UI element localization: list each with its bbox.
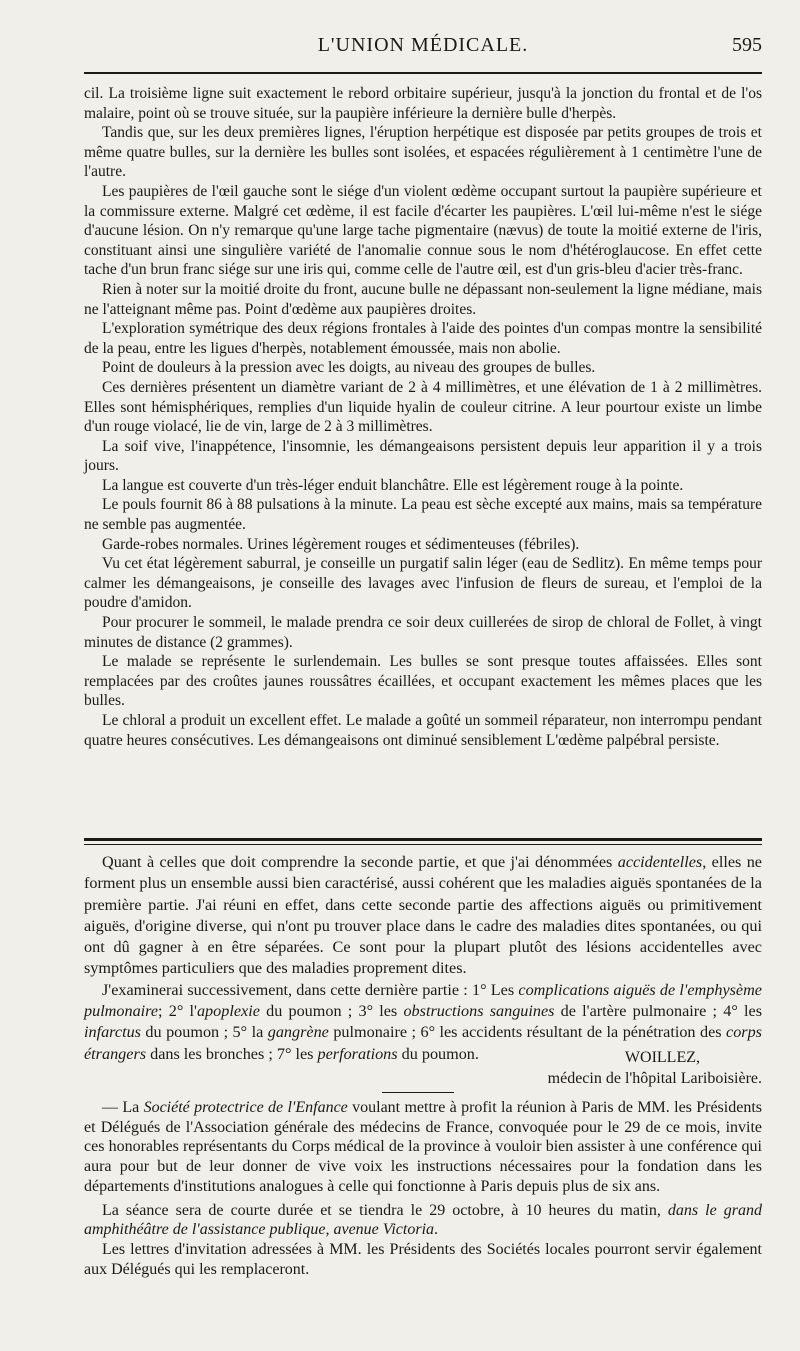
paragraph: Le pouls fournit 86 à 88 pulsations à la minute. La peau est sèche excepté aux mains, mais sa température ne semble pas augmentée. bbox=[84, 496, 762, 534]
section-divider bbox=[84, 838, 762, 845]
paragraph: Le chloral a produit un excellent effet. Le malade a goûté un sommeil réparateur, non interrompu pendant quatre heures consécutives. Les démangeaisons ont diminué sensiblement L'œdème palpébral persiste. bbox=[84, 712, 762, 749]
author-role: médecin de l'hôpital Lariboisière. bbox=[547, 1070, 762, 1087]
paragraph: Pour procurer le sommeil, le malade prendra ce soir deux cuillerées de sirop de chloral de Follet, à vingt minutes de distance (2 grammes). bbox=[84, 614, 762, 651]
paragraph: Garde-robes normales. Urines légèrement rouges et sédimenteuses (fébriles). bbox=[102, 535, 580, 553]
society-notice bbox=[84, 1098, 762, 1279]
paragraph: Le malade se représente le surlendemain. Les bulles se sont presque toutes affaissées. Elles sont remplacées par des croûtes jaunes roussâtres écaillées, et occupant exactement les mêmes places que les bulles. bbox=[84, 653, 762, 710]
paragraph: La séance sera de courte durée et se tiendra le 29 octobre, à 10 heures du matin, dans le grand amphithéâtre de l'assistance publique, avenue Victoria. bbox=[84, 1201, 762, 1239]
paragraph: Quant à celles que doit comprendre la seconde partie, et que j'ai dénommées accidentelles, elles ne forment plus un ensemble aussi bien caractérisé, aussi cohérent que les maladies aiguës spontanées de la première partie. J'ai réuni en effet, dans cette seconde partie des affections aiguës ou primitivement aiguës, d'origine diverse, qui n'ont pu trouver place dans le cadre des maladies dites spontanées, ou qui ont dû gagner à en être séparées. Ce sont pour la plupart plutôt des lésions accidentelles avec symptômes particuliers que des maladies proprement dites. bbox=[84, 853, 762, 978]
paragraph: Les paupières de l'œil gauche sont le siége d'un violent œdème occupant surtout la paupière supérieure et la commissure externe. Malgré cet œdème, il est facile d'écarter les paupières. L'œil lui-même n'est le siége d'aucune lésion. On n'y remarque qu'une large tache pigmentaire (nævus) de toute la moitié externe de l'iris, constituant ainsi une singulière variété de l'anomalie connue sous le nom d'hétéroglaucose. En effet cette tache d'un brun franc siége sur une iris qui, comme celle de l'autre œil, est d'un gris-bleu d'acier très-franc. bbox=[84, 182, 762, 279]
paragraph: — La Société protectrice de l'Enfance voulant mettre à profit la réunion à Paris de MM. les Présidents et Délégués de l'Association générale des médecins de France, convoquée pour le 29 de ce mois, invite ces honorables représentants du Corps médical de la province à vouloir bien assister à une conférence qui aura pour but de leur donner de vive voix les instructions nécessaires pour la fondation dans les départements d'institutions analogues à celle qui fonctionne à Paris depuis plus de six ans. bbox=[84, 1099, 763, 1195]
paragraph: La langue est couverte d'un très-léger enduit blanchâtre. Elle est légèrement rouge à la pointe. bbox=[102, 476, 684, 494]
author-name: WOILLEZ, bbox=[624, 1049, 700, 1066]
running-title: L'UNION MÉDICALE. bbox=[317, 34, 529, 56]
paragraph: L'exploration symétrique des deux régions frontales à l'aide des pointes d'un compas montre la sensibilité de la peau, entre les ligues d'herpès, notablement émoussée, mais non abolie. bbox=[84, 320, 762, 357]
short-rule bbox=[382, 1092, 454, 1093]
paragraph: Ces dernières présentent un diamètre variant de 2 à 4 millimètres, et une élévation de 1 à 2 millimètres. Elles sont hémisphériques, remplies d'un liquide hyalin de couleur citrine. A leur pourtour existe un limbe d'un rouge violacé, lie de vin, large de 2 à 3 millimètres. bbox=[84, 378, 762, 436]
paragraph: Point de douleurs à la pression avec les doigts, au niveau des groupes de bulles. bbox=[102, 359, 596, 377]
paragraph: J'examinerai successivement, dans cette dernière partie : 1° Les complications aiguës de l'emphysème pulmonaire; 2° l'apoplexie du poumon ; 3° les obstructions sanguines de l'artère pulmonaire ; 4° les infarctus du poumon ; 5° la gangrène pulmonaire ; 6° les accidents résultant de la pénétration des corps étrangers dans les bronches ; 7° les perforations du poumon. bbox=[84, 980, 763, 1063]
signature bbox=[84, 1047, 762, 1089]
lecture-excerpt bbox=[84, 852, 762, 1065]
page-header bbox=[84, 34, 762, 60]
clinical-observation bbox=[84, 84, 762, 750]
page-number: 595 bbox=[732, 34, 762, 56]
paragraph: cil. La troisième ligne suit exactement le rebord orbitaire supérieur, jusqu'à la jonction du frontal et de l'os malaire, point où se trouve située, sur la paupière inférieure la dernière bulle d'herpès. bbox=[84, 85, 762, 122]
paragraph: La soif vive, l'inappétence, l'insomnie, les démangeaisons persistent depuis leur apparition il y a trois jours. bbox=[84, 437, 762, 475]
paragraph: Rien à noter sur la moitié droite du front, aucune bulle ne dépassant non-seulement la ligne médiane, mais ne l'atteignant même pas. Point d'œdème aux paupières droites. bbox=[84, 280, 762, 318]
paragraph: Tandis que, sur les deux premières lignes, l'éruption herpétique est disposée par petits groupes de trois et même quatre bulles, sur la dernière les bulles sont isolées, et espacées régulièrement à 1 centimètre l'une de l'autre. bbox=[84, 124, 762, 181]
header-rule bbox=[84, 72, 762, 74]
paragraph: Vu cet état légèrement saburral, je conseille un purgatif salin léger (eau de Sedlitz). En même temps pour calmer les démangeaisons, je conseille des lavages avec l'infusion de fleurs de sureau, et l'emploi de la poudre d'amidon. bbox=[84, 555, 762, 612]
paragraph: Les lettres d'invitation adressées à MM. les Présidents des Sociétés locales pourront servir également aux Délégués qui les remplaceront. bbox=[84, 1240, 762, 1278]
